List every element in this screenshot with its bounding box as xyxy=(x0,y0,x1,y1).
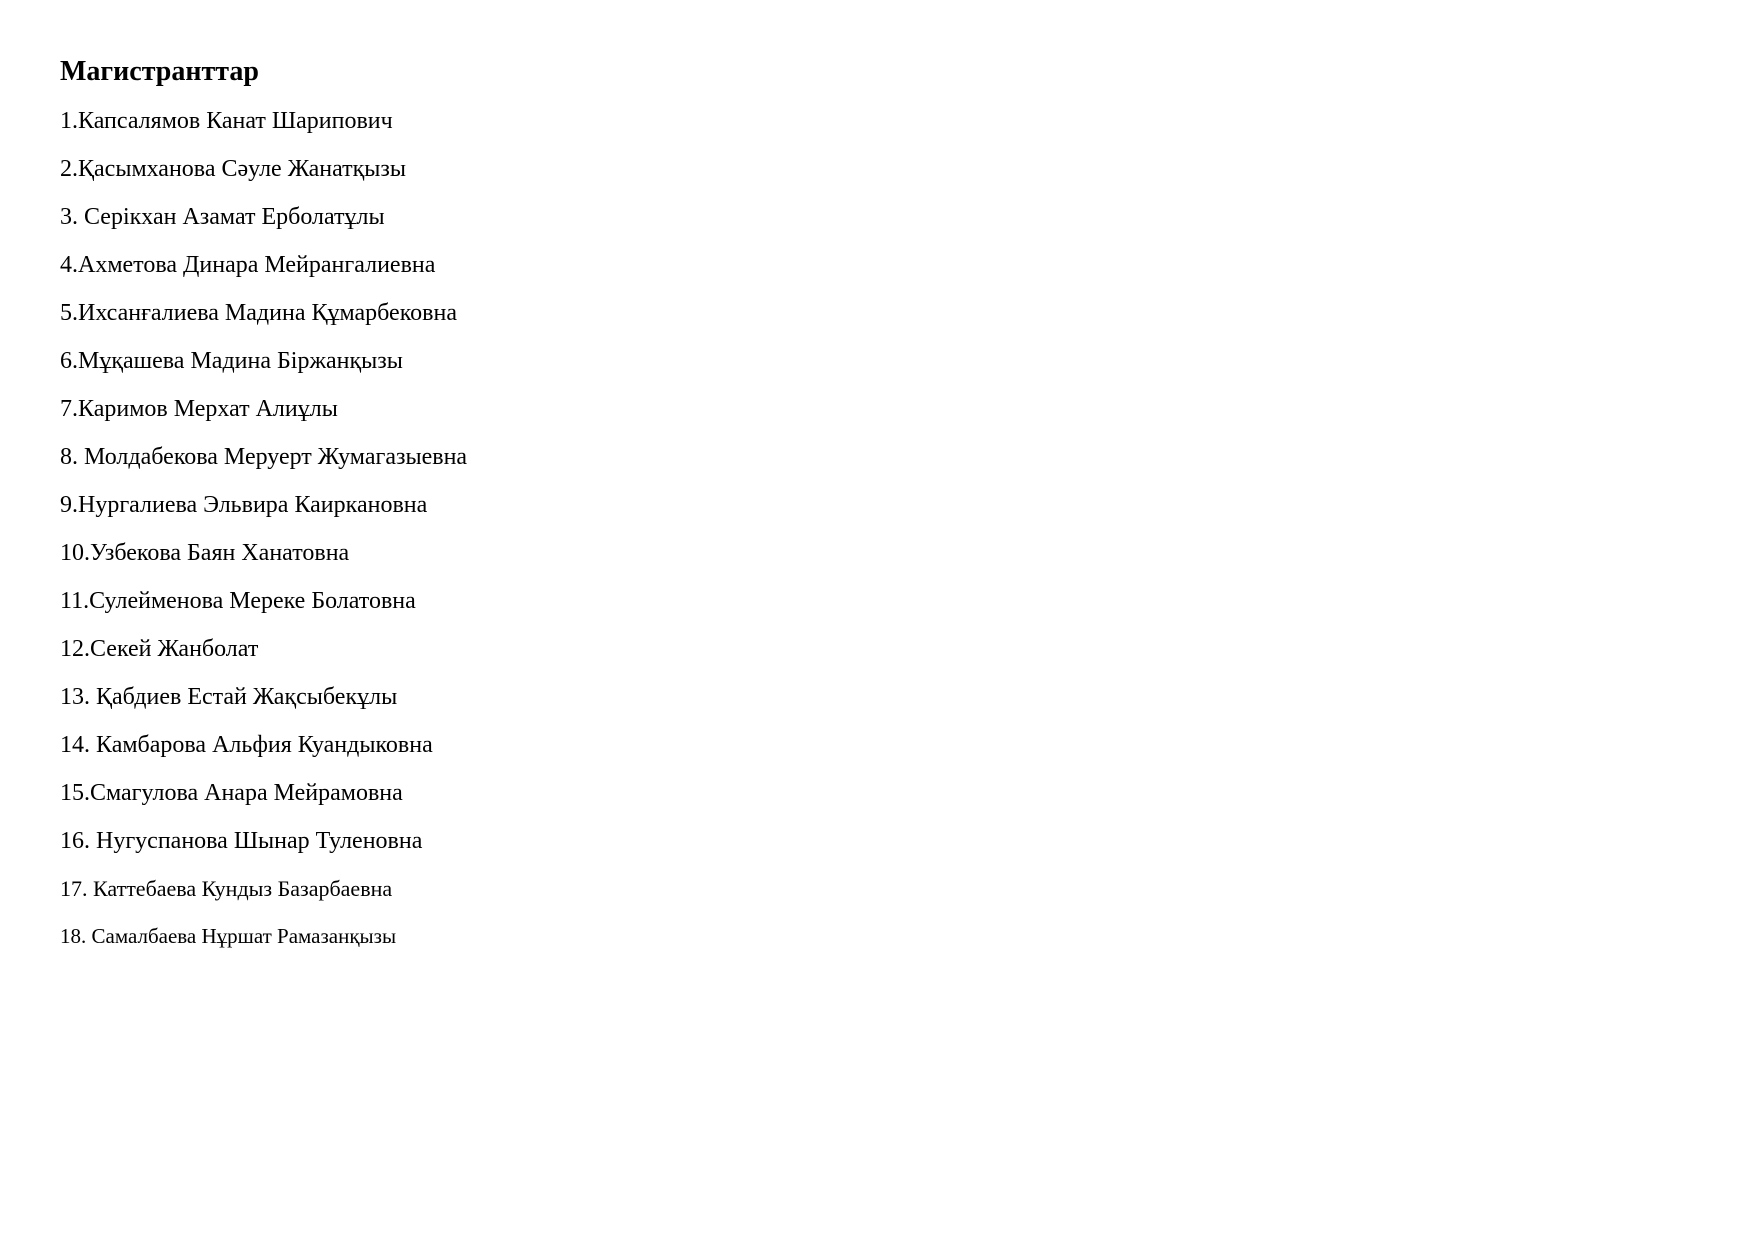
page-title: Магистранттар xyxy=(60,56,259,87)
list-item: 16. Нугуспанова Шынар Туленовна xyxy=(60,828,423,854)
list-item: 4.Ахметова Динара Мейрангалиевна xyxy=(60,252,436,278)
list-item: 11.Сулейменова Мереке Болатовна xyxy=(60,588,416,614)
list-item: 13. Қабдиев Естай Жақсыбекұлы xyxy=(60,684,398,710)
list-item: 3. Серікхан Азамат Ерболатұлы xyxy=(60,204,385,230)
list-item: 15.Смагулова Анара Мейрамовна xyxy=(60,780,403,806)
list-item: 1.Капсалямов Канат Шарипович xyxy=(60,108,393,134)
list-item: 9.Нургалиева Эльвира Каиркановна xyxy=(60,492,428,518)
list-item: 14. Камбарова Альфия Куандыковна xyxy=(60,732,433,758)
list-item: 8. Молдабекова Меруерт Жумагазыевна xyxy=(60,444,468,470)
list-item: 12.Секей Жанболат xyxy=(60,636,259,662)
list-item: 2.Қасымханова Сәуле Жанатқызы xyxy=(60,156,407,182)
list-item: 5.Ихсанғалиева Мадина Құмарбековна xyxy=(60,300,457,326)
list-item: 17. Каттебаева Кундыз Базарбаевна xyxy=(60,876,393,901)
student-list xyxy=(60,101,467,964)
list-item: 7.Каримов Мерхат Алиұлы xyxy=(60,396,338,422)
list-item: 10.Узбекова Баян Ханатовна xyxy=(60,540,350,566)
list-item: 6.Мұқашева Мадина Біржанқызы xyxy=(60,348,403,374)
list-item: 18. Самалбаева Нұршат Рамазанқызы xyxy=(60,924,397,948)
